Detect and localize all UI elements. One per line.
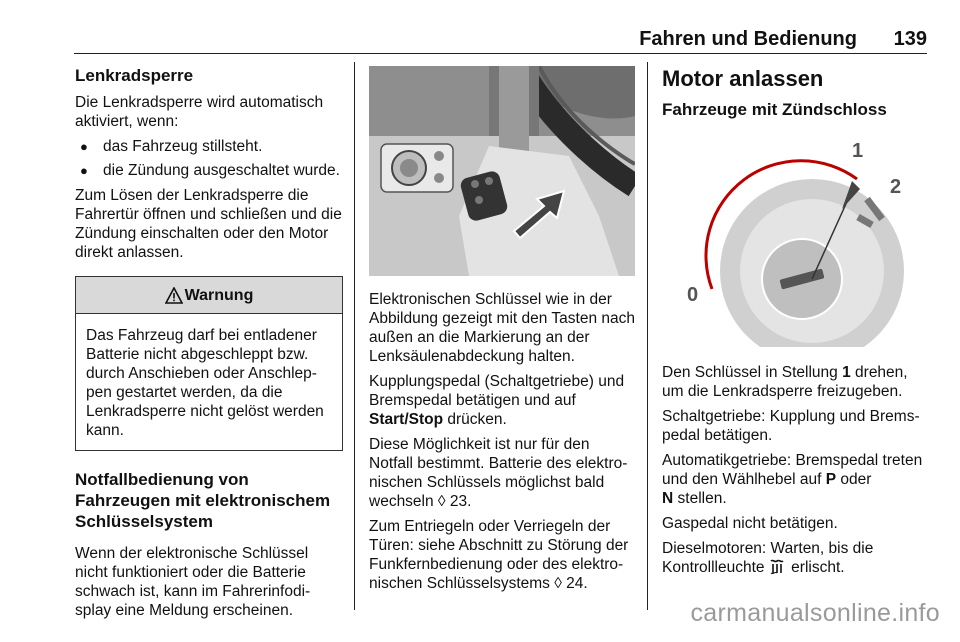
section-heading-engine-start: Motor anlassen (662, 66, 824, 91)
column-divider-2 (647, 62, 648, 610)
column-divider-1 (354, 62, 355, 610)
column-middle (369, 66, 635, 599)
page-number: 139 (893, 28, 927, 50)
unlock-text: Zum Entriegeln oder Verriegeln der Türen: siehe Abschnitt zu Störung der Funkfernbedienung oder des elektro- nischen Schlüsselsystems ◊ 24. (369, 518, 629, 592)
warning-title: Warnung (184, 286, 254, 304)
diesel-text: Dieselmotoren: Warten, bis die Kontrollleuchte erlischt. (662, 540, 874, 576)
watermark: carmanualsonline.info (690, 599, 940, 627)
intro-text: Die Lenkradsperre wird automatisch aktiviert, wenn: (75, 94, 324, 130)
release-text: Zum Lösen der Lenkradsperre die Fahrertür öffnen und schließen und die Zündung einschalten oder den Motor direkt anlassen. (75, 187, 342, 261)
section-heading-steering-lock: Lenkradsperre (75, 66, 194, 85)
dial-label-1: 1 (852, 140, 864, 162)
emergency-text: Wenn der elektronische Schlüssel nicht funktioniert oder die Batterie schwach ist, kann im Fahrerinfodi- splay eine Meldung erscheinen. (75, 545, 311, 619)
warning-header (76, 277, 342, 314)
steering-column-photo (369, 66, 635, 276)
column-left (75, 66, 343, 626)
column-right (662, 66, 928, 583)
list-item: ● die Zündung ausgeschaltet wurde. (103, 161, 343, 180)
header-title: Fahren und Bedienung (639, 28, 857, 50)
emergency-note: Diese Möglichkeit ist nur für den Notfall bestimmt. Batterie des elektro- nischen Schlüssels möglichst bald wechseln ◊ 23. (369, 436, 628, 510)
condition-list (75, 137, 343, 180)
ignition-dial-diagram (662, 129, 928, 347)
manual-gearbox-text: Schaltgetriebe: Kupplung und Brems- pedal betätigen. (662, 408, 920, 444)
warning-text: Das Fahrzeug darf bei entladener Batterie nicht abgeschleppt bzw. durch Anschieben oder Anschlep- pen gestartet werden, da die Lenkradsperre nicht gelöst werden kann. (86, 327, 324, 439)
glow-plug-icon (769, 558, 787, 574)
warning-triangle-icon (165, 287, 183, 304)
subheading-ignition-lock: Fahrzeuge mit Zündschloss (662, 100, 887, 119)
warning-box (75, 276, 343, 451)
section-heading-emergency: Notfallbedienung von Fahrzeugen mit elektronischem Schlüsselsystem (75, 470, 331, 531)
dial-label-2: 2 (890, 176, 902, 198)
list-item: ● das Fahrzeug stillsteht. (103, 137, 343, 156)
dial-label-0: 0 (687, 284, 699, 306)
turn-key-text: Den Schlüssel in Stellung 1 drehen, um die Lenkradsperre freizugeben. (662, 364, 908, 400)
pedal-text: Kupplungspedal (Schaltgetriebe) und Bremspedal betätigen und auf Start/Stop drücken. (369, 373, 625, 428)
header-rule (74, 53, 927, 54)
automatic-gearbox-text: Automatikgetriebe: Bremspedal treten und den Wählhebel auf P oder N stellen. (662, 452, 923, 507)
page-header (74, 28, 927, 52)
start-stop-label: Start/Stop (369, 411, 444, 428)
accelerator-text: Gaspedal nicht betätigen. (662, 515, 838, 532)
hold-key-text: Elektronischen Schlüssel wie in der Abbildung gezeigt mit den Tasten nach außen an die Markierung an der Lenksäulenabdeckung halten. (369, 291, 635, 365)
